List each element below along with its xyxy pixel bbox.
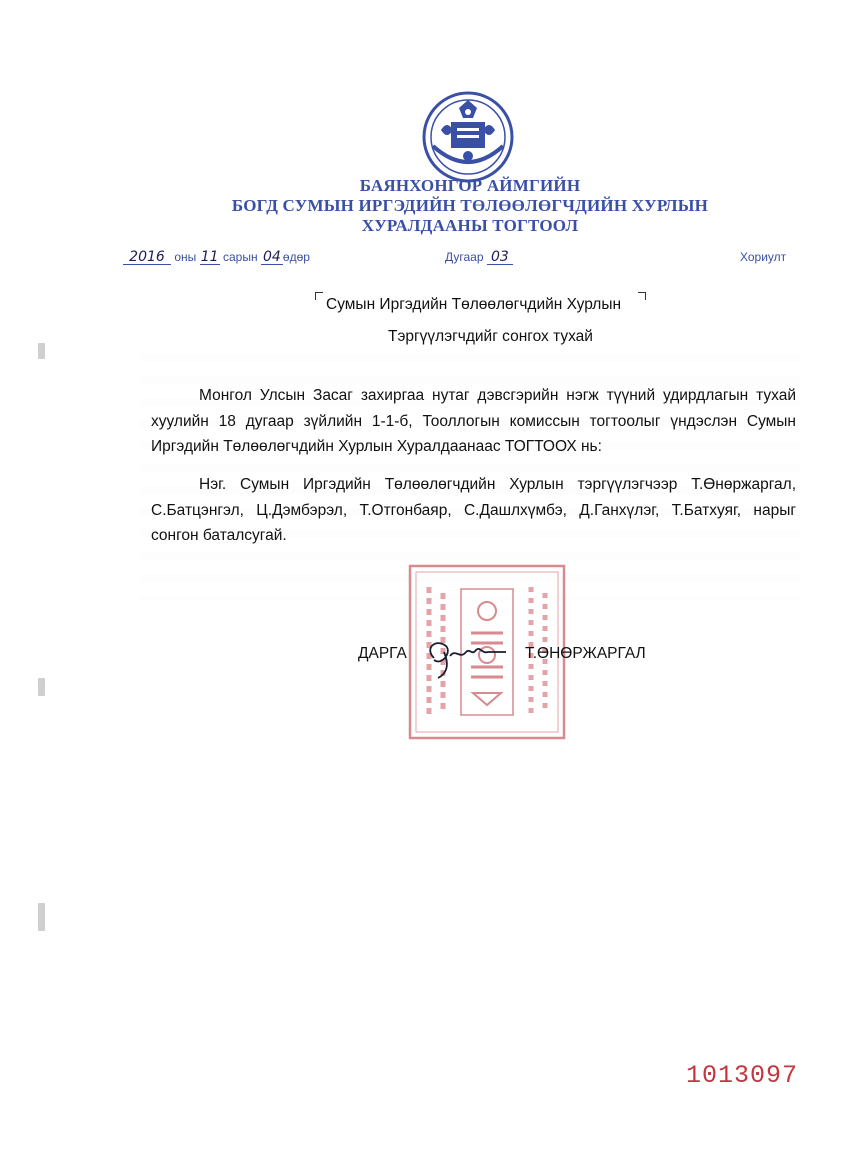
body-paragraph-2: Нэг. Сумын Иргэдийн Төлөөлөгчдийн Хурлын тэргүүлэгчээр Т.Өнөржаргал, С.Батцэнгэл, Ц.Дэмбэрэл, Т.Отгонбаяр, С.Дашлхүмбэ, Д.Ганхүлэг, Т.Батхуяг, нарыг сонгон баталсугай. bbox=[151, 476, 796, 544]
binder-mark bbox=[38, 678, 45, 696]
binder-mark bbox=[38, 903, 45, 931]
handwritten-signature bbox=[420, 632, 510, 680]
subject-line-2: Тэргүүлэгчдийг сонгох тухай bbox=[388, 328, 593, 345]
date-year: 2016 bbox=[123, 251, 171, 265]
subject-corner-bracket bbox=[638, 292, 646, 300]
date-day: 04 bbox=[261, 251, 283, 265]
header-soum-council: БОГД СУМЫН ИРГЭДИЙН ТӨЛӨӨЛӨГЧДИЙН ХУРЛЫН bbox=[231, 196, 709, 215]
resolution-number: 03 bbox=[487, 251, 513, 265]
binder-mark bbox=[38, 343, 45, 359]
header-aimag: БАЯНХОНГОР АЙМГИЙН bbox=[359, 176, 581, 195]
number-label: Дугаар bbox=[445, 250, 484, 264]
date-month: 11 bbox=[200, 249, 219, 265]
subject-line-1: Сумын Иргэдийн Төлөөлөгчдийн Хурлын bbox=[326, 296, 622, 313]
place: Хориулт bbox=[740, 250, 787, 264]
bleed-through-shadow bbox=[140, 340, 800, 600]
date-year-label: оны bbox=[174, 250, 197, 264]
date-month-label: сарын bbox=[222, 250, 258, 264]
number-line bbox=[445, 250, 513, 265]
signatory-name: Т.ӨНӨРЖАРГАЛ bbox=[525, 645, 646, 662]
header-resolution-title: ХУРАЛДААНЫ ТОГТООЛ bbox=[361, 216, 579, 235]
body-paragraph-1: Монгол Улсын Засаг захиргаа нутаг дэвсгэрийн нэгж түүний удирдлагын тухай хуулийн 18 дугаар зүйлийн 1-1-б, Тооллогын комиссын тогтоолыг үндэслэн Сумын Иргэдийн Төлөөлөгчдийн Хурлын Хуралдаанаас ТОГТООХ нь: bbox=[151, 387, 796, 455]
signatory-title: ДАРГА bbox=[358, 645, 407, 662]
serial-number: 1013097 bbox=[686, 1061, 799, 1090]
subject-corner-bracket bbox=[315, 292, 323, 300]
date-day-label: өдөр bbox=[282, 250, 310, 264]
date-line bbox=[123, 250, 310, 265]
state-emblem-icon bbox=[421, 90, 515, 184]
